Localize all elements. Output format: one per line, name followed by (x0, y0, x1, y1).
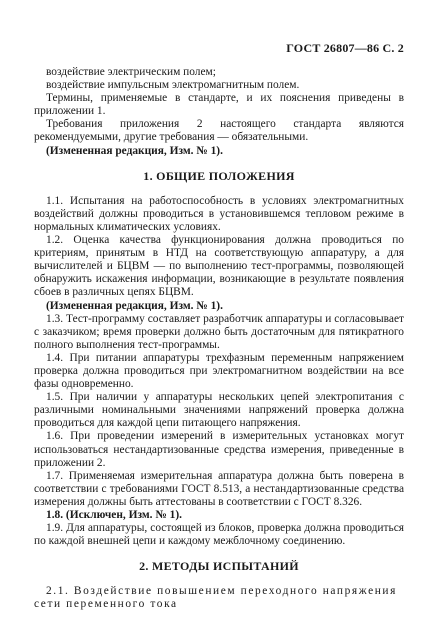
clause-1-5: 1.5. При наличии у аппаратуры нескольких цепей электропитания с различными номинальными значениями напряжений проверка должна проводиться для каждой цепи питающего напряжения. (34, 391, 404, 430)
document-page (34, 0, 404, 626)
amendment-note: (Измененная редакция, Изм. № 1). (46, 144, 223, 157)
page-header: ГОСТ 26807—86 С. 2 (286, 41, 404, 55)
clause-1-7: 1.7. Применяемая измерительная аппаратура должна быть поверена в соответствии с требованиями ГОСТ 8.513, а нестандартизованные средства измерения должны быть аттестованы в соответствии с ГОСТ 8.326. (34, 469, 404, 508)
clause-1-9: 1.9. Для аппаратуры, состоящей из блоков, проверка должна проводиться по каждой внешней цепи и каждому межблочному соединению. (34, 522, 404, 548)
intro-paragraph-4: Требования приложения 2 настоящего стандарта являются рекомендуемыми, другие требования — обязательными. (34, 118, 404, 144)
clause-1-2-amendment-note: (Измененная редакция, Изм. № 1). (46, 299, 223, 312)
clause-1-1: 1.1. Испытания на работоспособность в условиях электромагнитных воздействий должны проводиться в установившемся тепловом режиме в нормальных климатических условиях. (34, 194, 404, 233)
intro-paragraph-1: воздействие электрическим полем; (46, 66, 216, 78)
clause-1-4: 1.4. При питании аппаратуры трехфазным переменным напряжением проверка должна проводиться при электромагнитном воздействии на все фазы одновременно. (34, 351, 404, 391)
clause-1-6: 1.6. При проведении измерений в измерительных установках могут использоваться нестандартизованные средства измерения, приведенные в приложении 2. (34, 430, 404, 469)
document-body (34, 66, 404, 612)
section-2-heading: 2. МЕТОДЫ ИСПЫТАНИЙ (139, 559, 299, 574)
clause-1-3: 1.3. Тест-программу составляет разработчик аппаратуры и согласовывает с заказчиком; время проверки должно быть достаточным для пятикратного полного выполнения тест-программы. (34, 312, 404, 351)
clause-2-1: 2.1. Воздействие повышением переходного напряжения сети переменного тока (34, 585, 397, 611)
intro-paragraph-3: Термины, применяемые в стандарте, и их пояснения приведены в приложении 1. (34, 92, 404, 118)
clause-1-2: 1.2. Оценка качества функционирования должна проводиться по критериям, принятым в НТД на соответствующую аппаратуру, а для вычислителей и БЦВМ — по выполнению тест-программы, позволяющей обнаружить искажения информации, возникающие в результате появления сбоев в различных цепях БЦВМ. (34, 234, 404, 299)
clause-1-8: 1.8. (Исключен, Изм. № 1). (46, 509, 182, 521)
section-1-heading: 1. ОБЩИЕ ПОЛОЖЕНИЯ (143, 168, 295, 183)
intro-paragraph-2: воздействие импульсным электромагнитным полем. (46, 79, 300, 92)
